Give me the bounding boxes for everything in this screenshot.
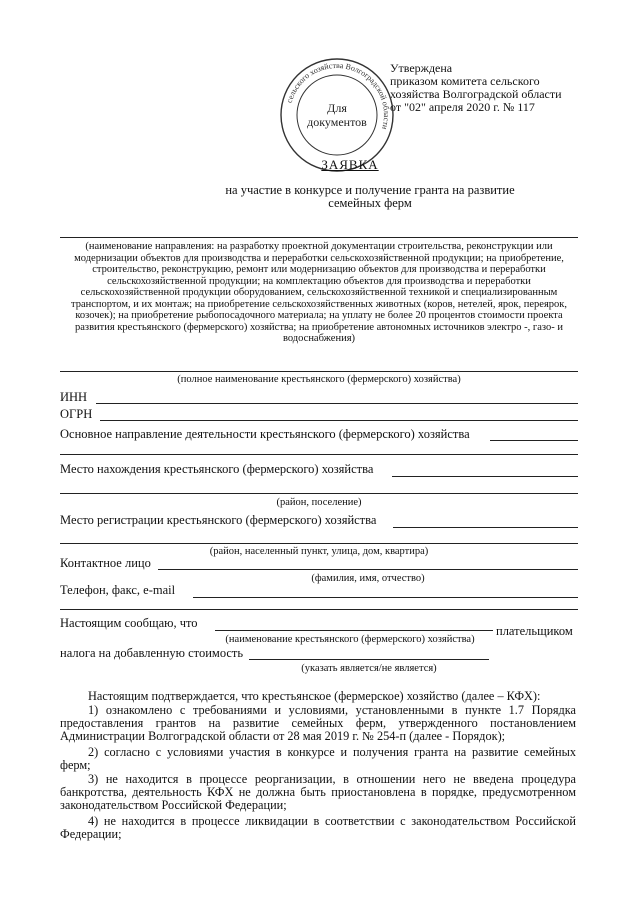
full-name-field-line[interactable] xyxy=(60,371,578,372)
approval-line-2: приказом комитета сельского xyxy=(390,74,540,88)
location-field-line[interactable] xyxy=(392,476,578,477)
full-name-caption: (полное наименование крестьянского (фермерского) хозяйства) xyxy=(177,374,461,385)
payer-label: плательщиком xyxy=(496,624,573,638)
phone-field-line-2[interactable] xyxy=(60,609,578,610)
vat-status-field-line[interactable] xyxy=(249,659,489,660)
main-activity-label: Основное направление деятельности крестьянского (фермерского) хозяйства xyxy=(60,427,470,441)
kfh-name-field-line[interactable] xyxy=(215,630,493,631)
main-activity-field-line-2[interactable] xyxy=(60,454,578,455)
address-caption: (район, населенный пункт, улица, дом, квартира) xyxy=(209,546,429,557)
vat-caption: (указать является/не является) xyxy=(301,663,437,674)
registration-field-line-2[interactable] xyxy=(60,543,578,544)
confirmation-item-4: 4) не находится в процессе ликвидации в соответствии с законодательством Российской Федерации; xyxy=(60,814,576,841)
approval-line-3: хозяйства Волгоградской области xyxy=(390,87,562,101)
phone-label: Телефон, факс, e-mail xyxy=(60,583,176,597)
subtitle-line-1: на участие в конкурсе и получение гранта на развитие xyxy=(225,183,515,197)
stamp-inner-line-1: Для xyxy=(327,101,347,115)
confirmation-item-3: 3) не находится в процессе реорганизации, в отношении него не введена процедура банкротства, деятельность КФХ не должна быть приостановлена в порядке, предусмотренном законодательством Российской Федерации; xyxy=(60,772,576,812)
confirmation-item-2: 2) согласно с условиями участия в конкурсе и получения гранта на развитие семейных ферм; xyxy=(60,745,576,772)
inn-label: ИНН xyxy=(60,390,88,404)
location-label: Место нахождения крестьянского (фермерского) хозяйства xyxy=(60,462,374,476)
notify-label: Настоящим сообщаю, что xyxy=(60,616,198,630)
subtitle-line-2: семейных ферм xyxy=(328,196,412,210)
approval-line-1: Утверждена xyxy=(390,61,453,75)
ogrn-label: ОГРН xyxy=(60,407,93,421)
approval-block xyxy=(390,62,630,114)
vat-label: налога на добавленную стоимость xyxy=(60,646,244,660)
stamp-inner-line-2: документов xyxy=(307,115,367,129)
document-subtitle xyxy=(150,184,590,210)
direction-caption: (наименование направления: на разработку проектной документации строительства, реконструкции или модернизации объектов для производства и переработки сельскохозяйственной продукции; на приобретение, строительство, реконструкцию, ремонт или модернизацию объектов для производства и переработки сельскохозяйственной продукции; на комплектацию объектов для производства и переработки сельскохозяйственной продукции оборудованием, сельскохозяйственной техникой и специализированным транспортом, и их монтаж; на приобретение сельскохозяйственных животных (коров, нетелей, ярок, переярок, козочек); на приобретение рыбопосадочного материала; на уплату не более 20 процентов стоимости проекта развития крестьянского (фермерского) хозяйства; на приобретение автономных источников электро -, газо- и водоснабжения) xyxy=(71,241,567,344)
phone-field-line[interactable] xyxy=(193,597,578,598)
registration-field-line[interactable] xyxy=(393,527,578,528)
confirmation-item-1: 1) ознакомлено с требованиями и условиями, установленными в пункте 1.7 Порядка предоставления грантов на развитие семейных ферм, утвержденного постановлением Администрации Волгоградской области от 28 мая 2019 г. № 254-п (далее - Порядок); xyxy=(60,703,576,743)
location-field-line-2[interactable] xyxy=(60,493,578,494)
direction-field-line[interactable] xyxy=(60,237,578,238)
confirmation-intro: Настоящим подтверждается, что крестьянское (фермерское) хозяйство (далее – КФХ): xyxy=(88,689,541,703)
main-activity-field-line[interactable] xyxy=(490,440,578,441)
fio-caption: (фамилия, имя, отчество) xyxy=(311,573,425,584)
inn-field-line[interactable] xyxy=(96,403,578,404)
document-title: ЗАЯВКА xyxy=(321,157,379,172)
ogrn-field-line[interactable] xyxy=(100,420,578,421)
contact-person-label: Контактное лицо xyxy=(60,556,151,570)
stamp-ring-text: сельского хозяйства Волгоградской области xyxy=(284,60,392,131)
district-caption: (район, поселение) xyxy=(276,497,362,508)
registration-label: Место регистрации крестьянского (фермерского) хозяйства xyxy=(60,513,377,527)
kfh-name-caption: (наименование крестьянского (фермерского) хозяйства) xyxy=(225,634,475,645)
contact-person-field-line[interactable] xyxy=(158,569,578,570)
approval-line-4: от "02" апреля 2020 г. № 117 xyxy=(390,100,535,114)
